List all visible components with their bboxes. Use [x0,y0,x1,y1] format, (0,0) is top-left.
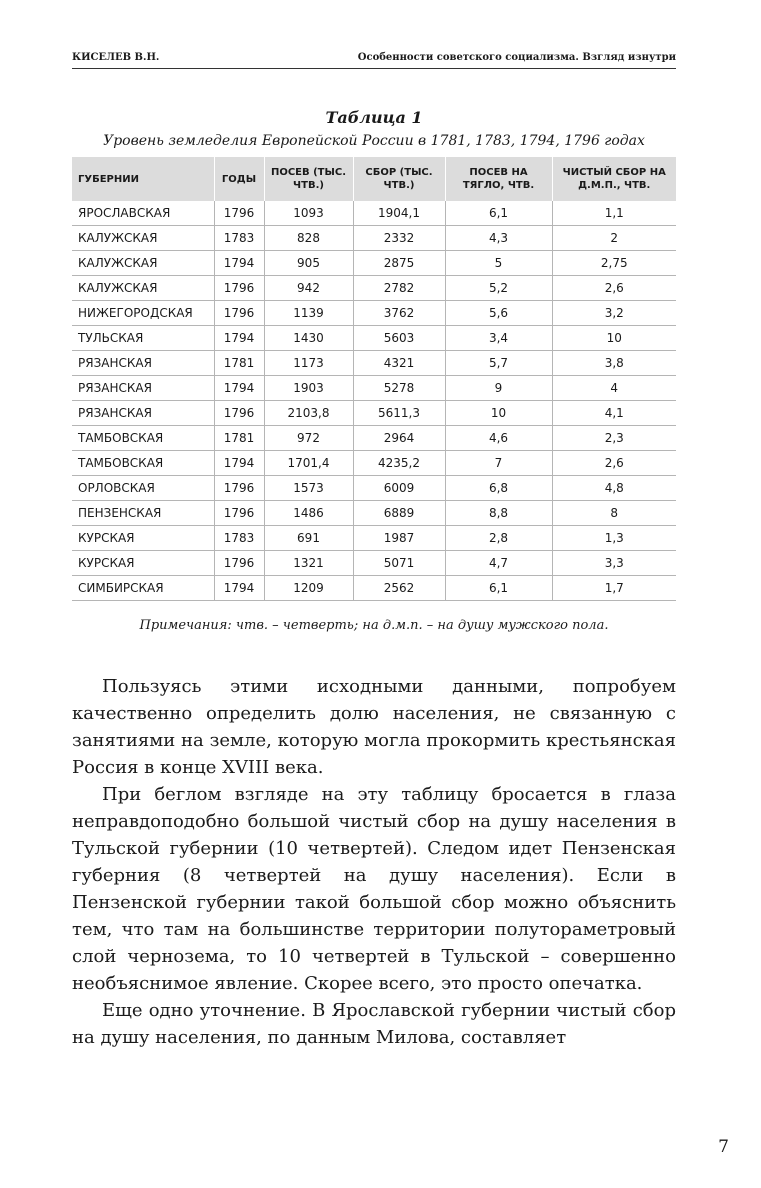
table-row [72,376,676,401]
table-cell: 4321 [353,351,445,376]
table-cell: 2964 [353,426,445,451]
table-cell: 1430 [264,326,353,351]
table-row [72,301,676,326]
table-cell: 5 [445,251,552,276]
table-cell: 1783 [214,526,264,551]
table-cell: 6,8 [445,476,552,501]
table-cell: 6,1 [445,576,552,601]
table-cell: КАЛУЖСКАЯ [72,226,214,251]
table-cell: 1794 [214,326,264,351]
table-cell: 2103,8 [264,401,353,426]
table-cell: ТАМБОВСКАЯ [72,426,214,451]
table-cell: 2782 [353,276,445,301]
table-cell: 1794 [214,251,264,276]
table-cell: 1701,4 [264,451,353,476]
agriculture-table [72,157,676,601]
table-cell: 2,3 [552,426,676,451]
table-cell: 2332 [353,226,445,251]
table-cell: 1173 [264,351,353,376]
table-cell: 6889 [353,501,445,526]
header-book-title: Особенности советского социализма. Взгляд изнутри [357,52,676,63]
table-row [72,551,676,576]
column-header: СБОР (ТЫС. ЧТВ.) [353,157,445,201]
table-cell: 828 [264,226,353,251]
table-cell: 4,8 [552,476,676,501]
table-cell: 1,1 [552,201,676,226]
table-row [72,226,676,251]
table-cell: 10 [552,326,676,351]
table-row [72,351,676,376]
table-cell: 3762 [353,301,445,326]
table-note: Примечания: чтв. – четверть; на д.м.п. – на душу мужского пола. [139,618,609,633]
table-cell: 4 [552,376,676,401]
table-cell: 942 [264,276,353,301]
table-row [72,401,676,426]
table-cell: 3,2 [552,301,676,326]
table-cell: 1904,1 [353,201,445,226]
table-cell: 905 [264,251,353,276]
table-cell: 3,3 [552,551,676,576]
table-cell: КАЛУЖСКАЯ [72,276,214,301]
table-cell: СИМБИРСКАЯ [72,576,214,601]
table-title: Таблица 1 [325,108,423,127]
table-cell: 1794 [214,451,264,476]
table-cell: 5,7 [445,351,552,376]
table-cell: 1781 [214,351,264,376]
table-cell: 1209 [264,576,353,601]
table-cell: 2,8 [445,526,552,551]
table-cell: ПЕНЗЕНСКАЯ [72,501,214,526]
table-cell: РЯЗАНСКАЯ [72,376,214,401]
table-row [72,251,676,276]
table-cell: 2875 [353,251,445,276]
table-cell: 5611,3 [353,401,445,426]
table-row [72,276,676,301]
table-cell: 5,2 [445,276,552,301]
table-row [72,476,676,501]
table-cell: 1903 [264,376,353,401]
table-cell: 1796 [214,476,264,501]
table-cell: ЯРОСЛАВСКАЯ [72,201,214,226]
table-cell: 1321 [264,551,353,576]
column-header: ЧИСТЫЙ СБОР НА Д.М.П., ЧТВ. [552,157,676,201]
table-cell: 1781 [214,426,264,451]
running-header [72,48,676,69]
table-header-row [72,157,676,201]
table-row [72,576,676,601]
table-cell: 2,75 [552,251,676,276]
table-row [72,426,676,451]
table-cell: 972 [264,426,353,451]
table-cell: 5603 [353,326,445,351]
table-cell: 4,3 [445,226,552,251]
paragraph: При беглом взгляде на эту таблицу бросается в глаза неправдоподобно большой чистый сбор на душу населения в Тульской губернии (10 четвертей). Следом идет Пензенская губерния (8 четвертей на душу населения). Если в Пензенской губернии такой большой сбор можно объяснить тем, что там на большинстве территории полутораметровый слой чернозема, то 10 четвертей в Тульской – совершенно необъяснимое явление. Скорее всего, это просто опечатка. [72,784,676,994]
table-cell: ТУЛЬСКАЯ [72,326,214,351]
table-cell: НИЖЕГОРОДСКАЯ [72,301,214,326]
table-cell: 4,6 [445,426,552,451]
table-cell: 2 [552,226,676,251]
column-header: ПОСЕВ НА ТЯГЛО, ЧТВ. [445,157,552,201]
table-cell: 1794 [214,376,264,401]
table-cell: РЯЗАНСКАЯ [72,351,214,376]
table-cell: 9 [445,376,552,401]
table-cell: 10 [445,401,552,426]
table-cell: 8,8 [445,501,552,526]
table-cell: 6,1 [445,201,552,226]
table-cell: РЯЗАНСКАЯ [72,401,214,426]
table-cell: 5071 [353,551,445,576]
table-row [72,451,676,476]
table-cell: 1796 [214,401,264,426]
column-header: ГОДЫ [214,157,264,201]
table-cell: 6009 [353,476,445,501]
table-row [72,326,676,351]
table-cell: ОРЛОВСКАЯ [72,476,214,501]
table-cell: 4,7 [445,551,552,576]
table-cell: 1796 [214,276,264,301]
page-number: 7 [718,1137,729,1157]
table-cell: 1796 [214,551,264,576]
table-cell: 3,8 [552,351,676,376]
table-cell: 5278 [353,376,445,401]
table-cell: 1783 [214,226,264,251]
table-cell: 1,3 [552,526,676,551]
table-cell: 2562 [353,576,445,601]
table-cell: 1794 [214,576,264,601]
table-cell: 4235,2 [353,451,445,476]
table-cell: 1139 [264,301,353,326]
table-cell: 3,4 [445,326,552,351]
body-text [72,673,676,1051]
table-cell: 2,6 [552,276,676,301]
paragraph: Пользуясь этими исходными данными, попробуем качественно определить долю населения, не связанную с занятиями на земле, которую могла прокормить крестьянская Россия в конце XVIII века. [72,676,676,778]
table-cell: 1,7 [552,576,676,601]
table-cell: 1093 [264,201,353,226]
table-row [72,526,676,551]
table-cell: 4,1 [552,401,676,426]
table-body [72,201,676,601]
table-cell: 1987 [353,526,445,551]
table-cell: 5,6 [445,301,552,326]
table-cell: 1486 [264,501,353,526]
table-cell: 8 [552,501,676,526]
table-cell: КУРСКАЯ [72,526,214,551]
table-row [72,501,676,526]
header-author: КИСЕЛЕВ В.Н. [72,52,160,63]
table-cell: 7 [445,451,552,476]
table-cell: ТАМБОВСКАЯ [72,451,214,476]
column-header: ГУБЕРНИИ [72,157,214,201]
table-row [72,201,676,226]
table-cell: 1796 [214,201,264,226]
table-cell: КАЛУЖСКАЯ [72,251,214,276]
column-header: ПОСЕВ (ТЫС. ЧТВ.) [264,157,353,201]
table-cell: 1796 [214,301,264,326]
table-cell: 1796 [214,501,264,526]
table-cell: КУРСКАЯ [72,551,214,576]
table-cell: 2,6 [552,451,676,476]
table-subtitle: Уровень земледелия Европейской России в 1781, 1783, 1794, 1796 годах [103,133,645,149]
table-cell: 1573 [264,476,353,501]
paragraph: Еще одно уточнение. В Ярославской губернии чистый сбор на душу населения, по данным Милова, составляет [72,1000,676,1048]
table-cell: 691 [264,526,353,551]
